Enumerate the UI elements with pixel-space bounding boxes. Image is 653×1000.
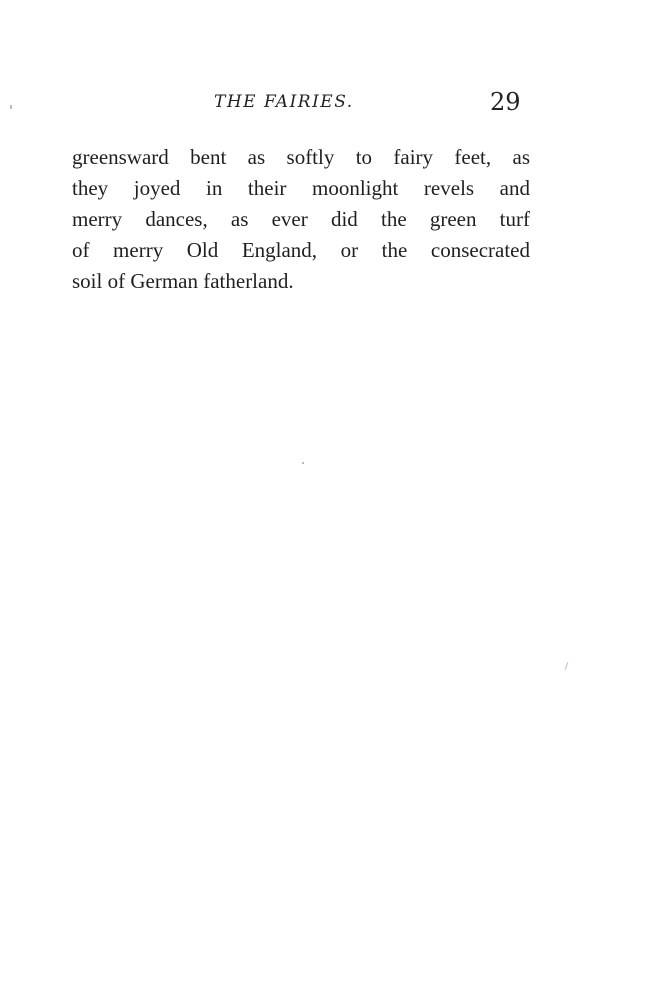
text-line: merry dances, as ever did the green turf <box>72 207 530 231</box>
running-head-title: THE FAIRIES. <box>214 92 354 112</box>
text-line: greensward bent as softly to fairy feet, as <box>72 145 530 169</box>
text-line: they joyed in their moonlight revels and <box>72 176 530 200</box>
paper-speck <box>302 462 304 464</box>
body-paragraph <box>72 142 530 297</box>
page-number: 29 <box>490 88 521 116</box>
text-line: soil of German fatherland. <box>72 269 294 293</box>
paper-speck <box>565 662 569 670</box>
text-line: of merry Old England, or the consecrated <box>72 238 530 262</box>
paper-speck <box>10 105 12 109</box>
